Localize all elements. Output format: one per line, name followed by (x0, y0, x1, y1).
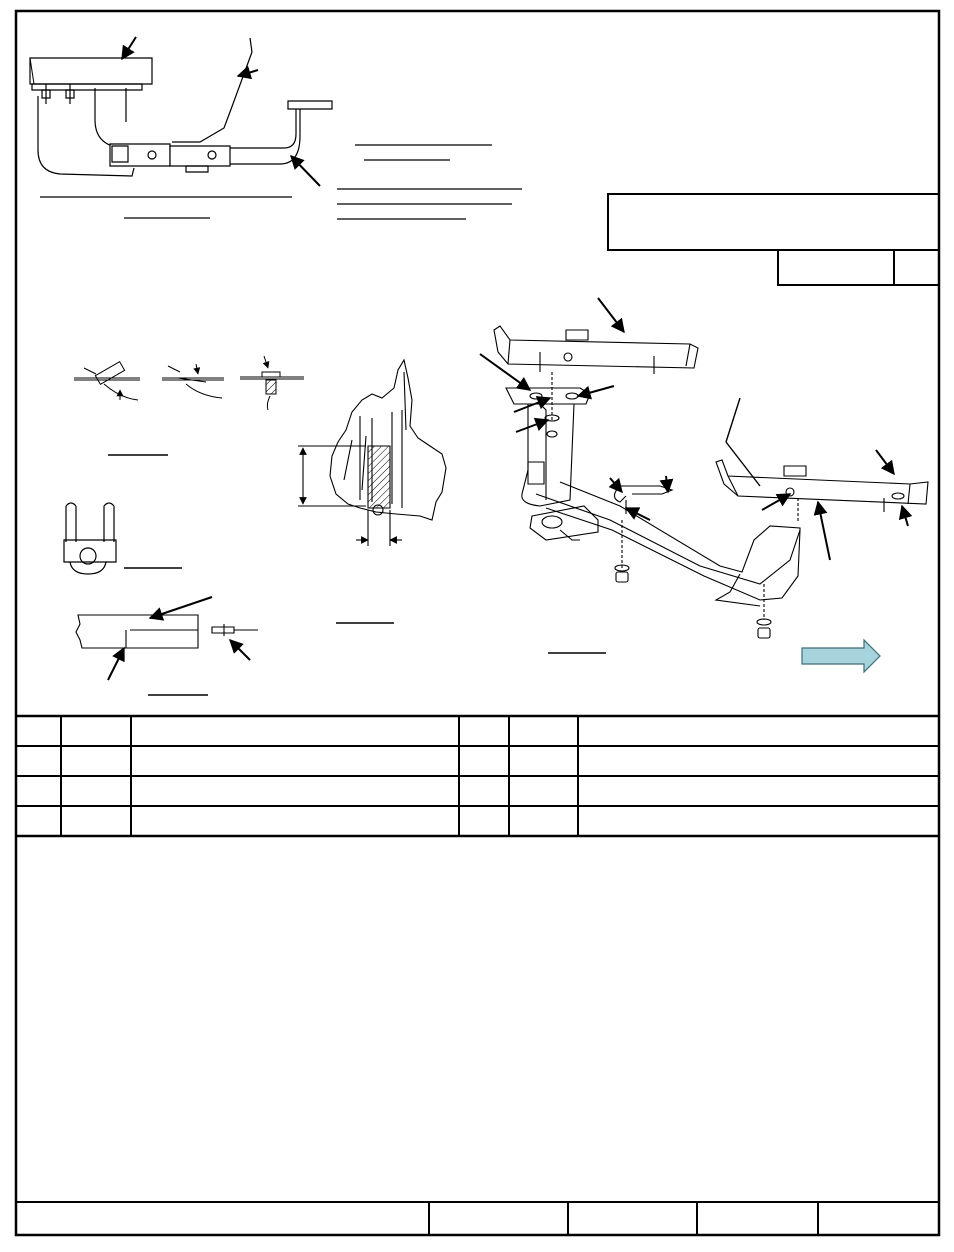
arrow-right-icon (802, 640, 880, 672)
installed-side-view (30, 38, 522, 219)
receiver-tube (110, 144, 170, 166)
fascia-trim-figure (298, 360, 446, 623)
title-block (608, 194, 939, 285)
hitch-pin (618, 486, 672, 494)
leader-arrows-exploded (480, 298, 908, 560)
bolt-icon (42, 84, 74, 104)
title-box (608, 194, 939, 250)
left-side-bracket (522, 404, 574, 506)
leader-arrows-rail (108, 597, 250, 680)
frame-rail (30, 58, 152, 84)
parts-table (17, 716, 939, 836)
sheet-box (894, 250, 939, 285)
revision-box (778, 250, 894, 285)
rail-bolt-figure (76, 615, 258, 695)
spacer-bracket-figure (64, 503, 182, 574)
fascia-outline (172, 38, 252, 142)
exploded-hitch-figure (494, 326, 928, 653)
left-frame-rail (494, 326, 698, 368)
left-bracket-plate (506, 388, 590, 404)
hardware-detail-figure (74, 356, 304, 455)
footer-block (17, 1202, 939, 1235)
trim-area-hatch (368, 446, 390, 508)
receiver-tube (530, 506, 598, 540)
bumper-crossbar (230, 108, 300, 164)
right-frame-rail (716, 460, 928, 504)
